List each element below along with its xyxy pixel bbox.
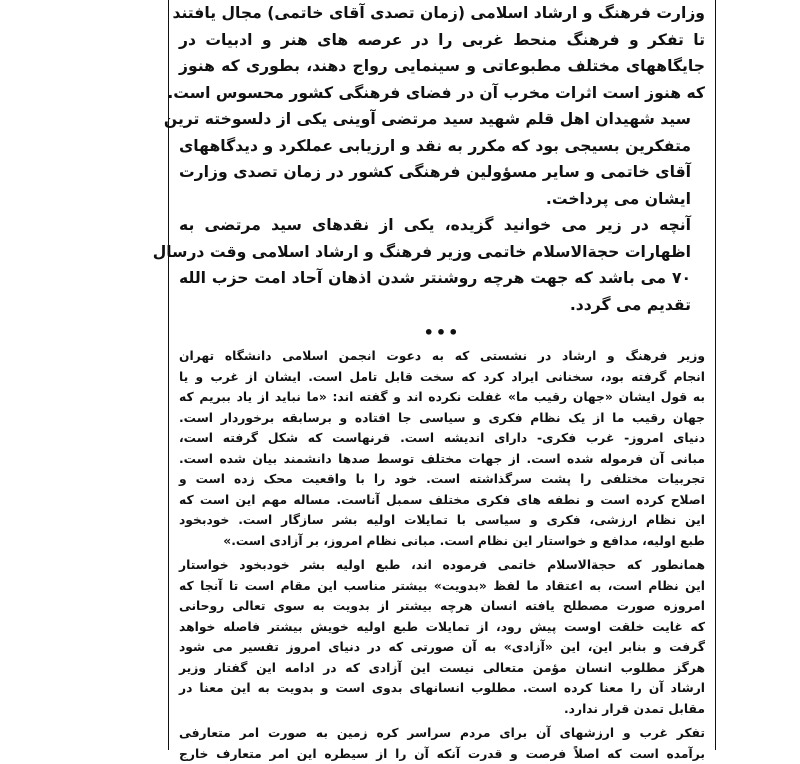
- text-line: وزارت فرهنگ و ارشاد اسلامی (زمان تصدی آقای خاتمی) مجال یافتند: [179, 0, 705, 27]
- intro-section: [179, 0, 705, 318]
- text-line: جایگاههای مختلف مطبوعاتی و سینمایی رواج دهند، بطوری که هنوز: [179, 53, 705, 80]
- text-line: تفکر غرب و ارزشهای آن برای مردم سراسر کره زمین به صورت امر متعارفی: [179, 723, 705, 744]
- text-line: تا تفکر و فرهنگ منحط غربی را در عرصه های هنر و ادبیات در: [179, 27, 705, 54]
- text-line: مبانی آن فرموله شده است. از جهات مختلف توسط صدها دانشمند بیان شده است.: [179, 449, 705, 470]
- text-line: به قول ایشان «جهان رقیب ما» غفلت نکرده اند و گفته اند: «ما نباید از یاد ببریم که: [179, 387, 705, 408]
- intro-paragraph: [179, 106, 705, 212]
- text-line: ارشاد آن را معنا کرده است. مطلوب انسانهای بدوی است و بدویت به این معنا در: [179, 678, 705, 699]
- text-line: گرفت و بنابر این، این «آزادی» به آن صورتی که در دنیای امروز تفسیر می شود: [179, 637, 705, 658]
- text-line: جهان رقیب ما از یک نظام فکری و سیاسی جا افتاده و برسابقه برخوردار است.: [179, 408, 705, 429]
- text-line: این نظام است، به اعتقاد ما لفظ «بدویت» بیشتر مناسب این مقام است تا آنجا که: [179, 576, 705, 597]
- body-paragraph: [179, 346, 705, 551]
- body-paragraph: [179, 723, 705, 764]
- text-line: آقای خاتمی و سایر مسؤولین فرهنگی کشور در زمان تصدی وزارت: [179, 159, 705, 186]
- text-line: برآمده است که اصلاً فرصت و قدرت آنکه آن را از سیطره این امر متعارف خارج: [179, 744, 705, 764]
- text-line: دنیای امروز- غرب فکری- دارای اندیشه است. قرنهاست که شکل گرفته است،: [179, 428, 705, 449]
- text-line: اصلاح کرده است و نطفه های فکری مختلف سمبل آناست. مساله مهم این است که: [179, 490, 705, 511]
- text-line: ایشان می پرداخت.: [179, 186, 705, 213]
- text-line: تجربیات مختلفی را پشت سرگذاشته است. خود را با واقعیت محک زده است و: [179, 469, 705, 490]
- text-line: امروزه صورت مصطلح یافته انسان هرچه بیشتر از بدویت به سوی تعالی روحانی: [179, 596, 705, 617]
- text-line: انجام گرفته بود، سخنانی ایراد کرد که سخت قابل تامل است. ایشان از غرب و یا: [179, 367, 705, 388]
- intro-paragraph: [179, 0, 705, 106]
- text-line: وزیر فرهنگ و ارشاد در نشستی که به دعوت انجمن اسلامی دانشگاه تهران: [179, 346, 705, 367]
- intro-paragraph: [179, 212, 705, 318]
- text-line: تقدیم می گردد.: [179, 292, 705, 319]
- text-line: آنچه در زیر می خوانید گزیده، یکی از نقدهای سید مرتضی به: [179, 212, 705, 239]
- text-line: اظهارات حجةالاسلام خاتمی وزیر فرهنگ و ارشاد اسلامی وقت درسال: [179, 239, 705, 266]
- text-line: سید شهیدان اهل قلم شهید سید مرتضی آوینی یکی از دلسوخته ترین: [179, 106, 705, 133]
- text-line: این نظام ارزشی، فکری و سیاسی با تمایلات اولیه بشر سازگار است. خودبخود: [179, 510, 705, 531]
- text-line: همانطور که حجةالاسلام خاتمی فرموده اند، طبع اولیه بشر خودبخود خواستار: [179, 555, 705, 576]
- section-separator: •••: [179, 324, 705, 342]
- text-line: که هنوز است اثرات مخرب آن در فضای فرهنگی کشور محسوس است.: [179, 80, 705, 107]
- body-section: [179, 346, 705, 764]
- text-line: متفکرین بسیجی بود که مکرر به نقد و ارزیابی عملکرد و دیدگاههای: [179, 133, 705, 160]
- text-line: مقابل تمدن قرار ندارد.: [179, 699, 705, 720]
- text-line: طبع اولیه، مدافع و خواستار این نظام است. مبانی نظام امروز، بر آزادی است.»: [179, 531, 705, 552]
- text-line: هرگز مطلوب انسان مؤمن متعالی نیست این آزادی که در ادامه این گفتار وزیر: [179, 658, 705, 679]
- body-paragraph: [179, 555, 705, 719]
- text-line: ۷۰ می باشد که جهت هرچه روشنتر شدن اذهان آحاد امت حزب الله: [179, 265, 705, 292]
- article-column: [168, 0, 716, 750]
- text-line: که غایت خلقت اوست پیش رود، از تمایلات طبع اولیه خویش بیشتر فاصله خواهد: [179, 617, 705, 638]
